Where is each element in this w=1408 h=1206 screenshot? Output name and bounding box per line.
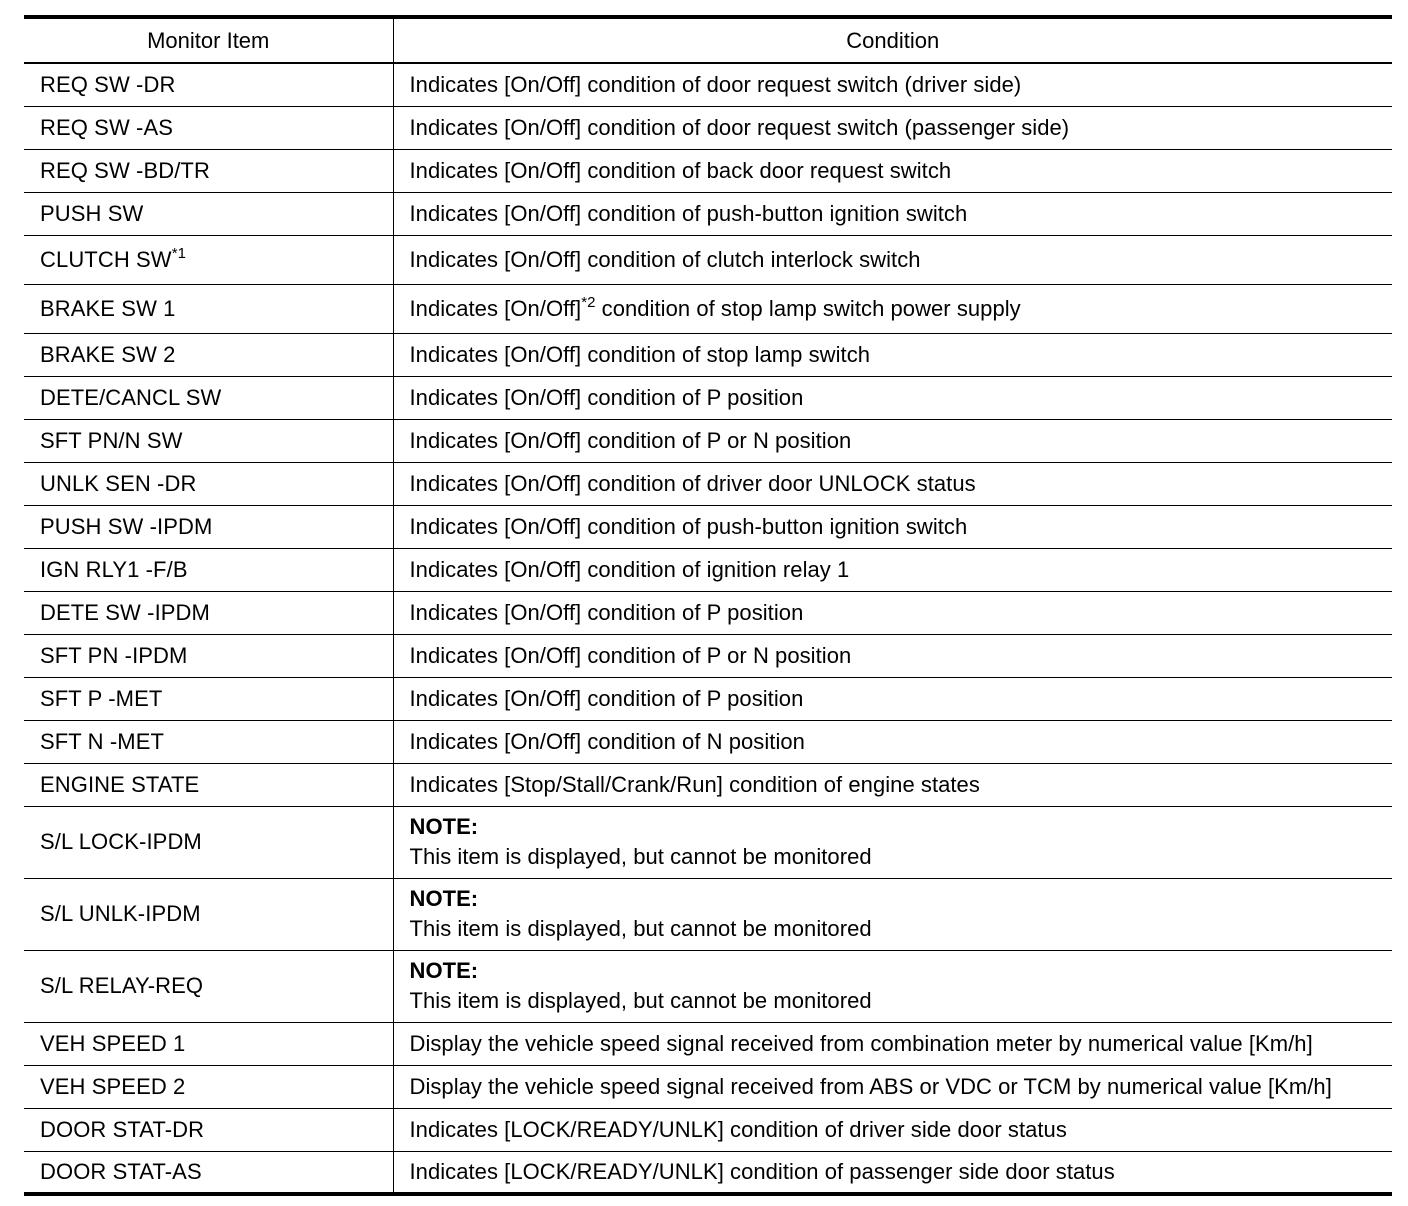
condition-cell: Indicates [On/Off] condition of back door request switch: [393, 149, 1392, 192]
condition-cell: [393, 878, 1392, 950]
monitor-item-table: [24, 15, 1392, 1196]
condition-cell: Display the vehicle speed signal received from ABS or VDC or TCM by numerical value [Km/h]: [393, 1065, 1392, 1108]
condition-cell: Indicates [On/Off] condition of door request switch (driver side): [393, 63, 1392, 106]
condition-cell: Indicates [On/Off] condition of P position: [393, 677, 1392, 720]
monitor-item-cell: DOOR STAT-AS: [24, 1151, 393, 1194]
monitor-item-cell: DOOR STAT-DR: [24, 1108, 393, 1151]
monitor-item-cell: SFT N -MET: [24, 720, 393, 763]
table-header-row: [24, 17, 1392, 63]
table-row: [24, 1151, 1392, 1194]
condition-cell: Indicates [On/Off] condition of ignition relay 1: [393, 548, 1392, 591]
table-row: [24, 591, 1392, 634]
table-row: [24, 950, 1392, 1022]
monitor-item-cell: S/L RELAY-REQ: [24, 950, 393, 1022]
table-row: [24, 63, 1392, 106]
condition-cell: [393, 284, 1392, 333]
monitor-item-cell: S/L LOCK-IPDM: [24, 806, 393, 878]
monitor-item-cell: UNLK SEN -DR: [24, 462, 393, 505]
table-row: [24, 376, 1392, 419]
condition-cell: [393, 950, 1392, 1022]
condition-cell: Indicates [On/Off] condition of clutch interlock switch: [393, 235, 1392, 284]
table-row: [24, 763, 1392, 806]
monitor-item-cell: DETE/CANCL SW: [24, 376, 393, 419]
monitor-item-cell: [24, 235, 393, 284]
condition-cell: Indicates [On/Off] condition of door request switch (passenger side): [393, 106, 1392, 149]
monitor-item-cell: PUSH SW: [24, 192, 393, 235]
condition-cell: Indicates [On/Off] condition of push-button ignition switch: [393, 505, 1392, 548]
table-row: [24, 548, 1392, 591]
table-row: [24, 878, 1392, 950]
monitor-item-cell: REQ SW -AS: [24, 106, 393, 149]
table-row: [24, 284, 1392, 333]
condition-cell: Indicates [Stop/Stall/Crank/Run] condition of engine states: [393, 763, 1392, 806]
condition-text-pre: Indicates [On/Off]: [409, 295, 582, 321]
header-condition: Condition: [393, 17, 1392, 63]
condition-cell: Indicates [On/Off] condition of stop lamp switch: [393, 333, 1392, 376]
table-row: [24, 462, 1392, 505]
condition-cell: Indicates [On/Off] condition of P or N position: [393, 419, 1392, 462]
table-row: [24, 505, 1392, 548]
monitor-item-cell: SFT P -MET: [24, 677, 393, 720]
monitor-item-cell: DETE SW -IPDM: [24, 591, 393, 634]
monitor-item-cell: PUSH SW -IPDM: [24, 505, 393, 548]
monitor-item-cell: SFT PN -IPDM: [24, 634, 393, 677]
table-row: [24, 1108, 1392, 1151]
monitor-item-cell: VEH SPEED 1: [24, 1022, 393, 1065]
condition-cell: Indicates [LOCK/READY/UNLK] condition of passenger side door status: [393, 1151, 1392, 1194]
note-label: NOTE:: [409, 886, 479, 911]
monitor-item-cell: VEH SPEED 2: [24, 1065, 393, 1108]
table-row: [24, 235, 1392, 284]
condition-cell: Indicates [On/Off] condition of P position: [393, 376, 1392, 419]
monitor-item-cell: BRAKE SW 2: [24, 333, 393, 376]
monitor-item-cell: REQ SW -DR: [24, 63, 393, 106]
monitor-item-cell: REQ SW -BD/TR: [24, 149, 393, 192]
condition-cell: Indicates [On/Off] condition of N position: [393, 720, 1392, 763]
condition-cell: Indicates [On/Off] condition of push-button ignition switch: [393, 192, 1392, 235]
table-row: [24, 806, 1392, 878]
condition-text-post: condition of stop lamp switch power supply: [595, 295, 1021, 321]
monitor-item-cell: IGN RLY1 -F/B: [24, 548, 393, 591]
monitor-item-cell: SFT PN/N SW: [24, 419, 393, 462]
note-text: This item is displayed, but cannot be monitored: [409, 916, 872, 941]
table-row: [24, 419, 1392, 462]
monitor-item-cell: BRAKE SW 1: [24, 284, 393, 333]
condition-cell: Display the vehicle speed signal received from combination meter by numerical value [Km/h]: [393, 1022, 1392, 1065]
header-monitor-item: Monitor Item: [24, 17, 393, 63]
table-row: [24, 192, 1392, 235]
table-row: [24, 677, 1392, 720]
table-row: [24, 720, 1392, 763]
condition-cell: Indicates [On/Off] condition of P or N position: [393, 634, 1392, 677]
footnote-marker: *2: [581, 293, 596, 311]
note-label: NOTE:: [409, 814, 479, 839]
condition-cell: Indicates [On/Off] condition of driver door UNLOCK status: [393, 462, 1392, 505]
condition-cell: Indicates [LOCK/READY/UNLK] condition of driver side door status: [393, 1108, 1392, 1151]
monitor-item-cell: S/L UNLK-IPDM: [24, 878, 393, 950]
condition-cell: Indicates [On/Off] condition of P position: [393, 591, 1392, 634]
note-label: NOTE:: [409, 958, 479, 983]
footnote-marker: *1: [171, 244, 187, 262]
table-row: [24, 333, 1392, 376]
table-row: [24, 149, 1392, 192]
monitor-item-cell: ENGINE STATE: [24, 763, 393, 806]
note-text: This item is displayed, but cannot be monitored: [409, 988, 872, 1013]
condition-cell: [393, 806, 1392, 878]
table-row: [24, 1022, 1392, 1065]
monitor-item-text: CLUTCH SW: [40, 246, 172, 272]
table-row: [24, 1065, 1392, 1108]
note-text: This item is displayed, but cannot be monitored: [409, 844, 872, 869]
table-row: [24, 634, 1392, 677]
table-row: [24, 106, 1392, 149]
